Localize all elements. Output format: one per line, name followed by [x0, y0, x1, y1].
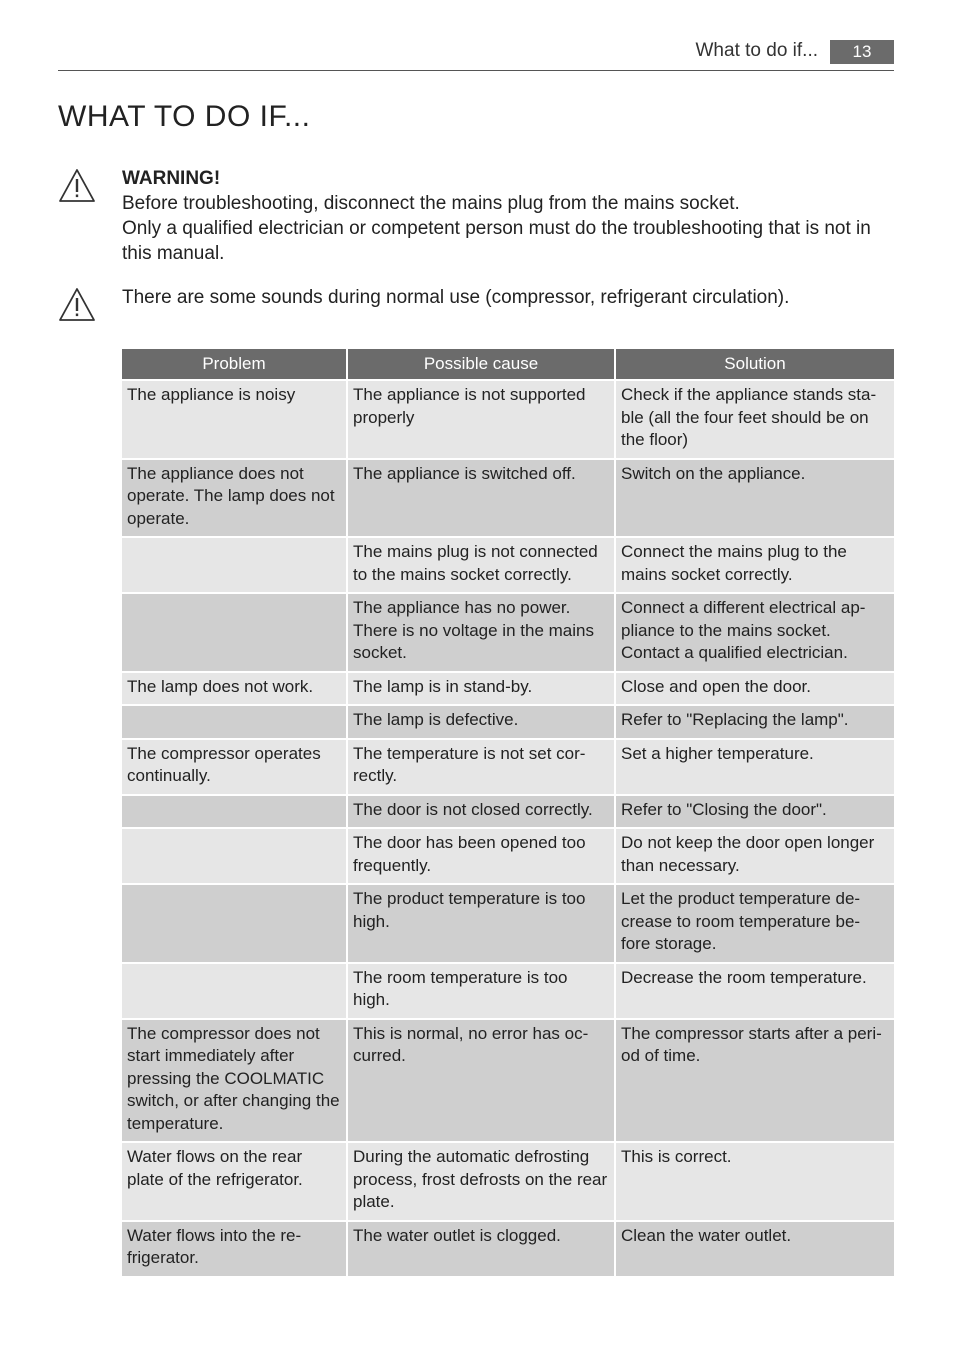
cause-cell: The appliance is switched off. — [348, 460, 614, 537]
running-header — [58, 38, 894, 71]
cause-cell: The room temperature is too high. — [348, 964, 614, 1018]
cause-cell: The door is not closed correctly. — [348, 796, 614, 828]
problem-cell: Water flows on the rear plate of the refrigerator. — [122, 1143, 346, 1220]
table-row — [122, 740, 894, 794]
solution-cell: The compressor starts after a peri-od of time. — [616, 1020, 894, 1142]
solution-cell: Set a higher temperature. — [616, 740, 894, 794]
problem-cell — [122, 885, 346, 962]
cause-cell: The water outlet is clogged. — [348, 1222, 614, 1276]
table-row — [122, 1222, 894, 1276]
problem-cell — [122, 538, 346, 592]
page-number: 13 — [830, 40, 894, 64]
cause-cell: The lamp is in stand-by. — [348, 673, 614, 705]
warning-triangle-icon — [58, 287, 96, 323]
warning-line-1: Before troubleshooting, disconnect the mains plug from the mains socket. — [122, 193, 740, 214]
cause-cell: The appliance has no power. There is no voltage in the mains socket. — [348, 594, 614, 671]
column-header-cause: Possible cause — [348, 349, 614, 379]
problem-cell: The appliance is noisy — [122, 381, 346, 458]
warning-heading: WARNING! — [122, 168, 221, 189]
problem-cell — [122, 829, 346, 883]
solution-cell: Decrease the room temperature. — [616, 964, 894, 1018]
cause-cell: The mains plug is not connected to the mains socket correctly. — [348, 538, 614, 592]
cause-cell: The door has been opened too frequently. — [348, 829, 614, 883]
cause-cell: This is normal, no error has oc-curred. — [348, 1020, 614, 1142]
table-row — [122, 1020, 894, 1142]
table-header-row — [122, 349, 894, 379]
solution-cell: Connect a different electrical ap-pliance to the mains socket. Contact a qualified electrician. — [616, 594, 894, 671]
solution-cell: This is correct. — [616, 1143, 894, 1220]
table-row — [122, 460, 894, 537]
table-row — [122, 885, 894, 962]
warning-block — [122, 166, 902, 266]
table-row — [122, 538, 894, 592]
cause-cell: The lamp is defective. — [348, 706, 614, 738]
column-header-problem: Problem — [122, 349, 346, 379]
problem-cell: Water flows into the re-frigerator. — [122, 1222, 346, 1276]
table-row — [122, 1143, 894, 1220]
table-row — [122, 381, 894, 458]
problem-cell — [122, 706, 346, 738]
problem-cell — [122, 594, 346, 671]
table-row — [122, 706, 894, 738]
problem-cell: The appliance does not operate. The lamp does not operate. — [122, 460, 346, 537]
column-header-solution: Solution — [616, 349, 894, 379]
solution-cell: Close and open the door. — [616, 673, 894, 705]
table-body — [122, 381, 894, 1276]
problem-cell: The compressor does not start immediately after pressing the COOLMATIC switch, or after changing the temperature. — [122, 1020, 346, 1142]
problem-cell: The lamp does not work. — [122, 673, 346, 705]
table-row — [122, 673, 894, 705]
solution-cell: Connect the mains plug to the mains socket correctly. — [616, 538, 894, 592]
table-row — [122, 594, 894, 671]
page-title: WHAT TO DO IF... — [58, 100, 311, 133]
table-row — [122, 796, 894, 828]
table-row — [122, 964, 894, 1018]
table-row — [122, 829, 894, 883]
problem-cell: The compressor operates continually. — [122, 740, 346, 794]
solution-cell: Check if the appliance stands sta-ble (all the four feet should be on the floor) — [616, 381, 894, 458]
solution-cell: Let the product temperature de-crease to room temperature be-fore storage. — [616, 885, 894, 962]
cause-cell: During the automatic defrosting process, frost defrosts on the rear plate. — [348, 1143, 614, 1220]
problem-cell — [122, 796, 346, 828]
troubleshooting-table — [120, 347, 896, 1278]
warning-line-2: Only a qualified electrician or competent person must do the troubleshooting that is not in this manual. — [122, 218, 871, 264]
cause-cell: The product temperature is too high. — [348, 885, 614, 962]
cause-cell: The temperature is not set cor-rectly. — [348, 740, 614, 794]
solution-cell: Clean the water outlet. — [616, 1222, 894, 1276]
warning-triangle-icon — [58, 168, 96, 204]
solution-cell: Refer to "Replacing the lamp". — [616, 706, 894, 738]
solution-cell: Do not keep the door open longer than necessary. — [616, 829, 894, 883]
solution-cell: Switch on the appliance. — [616, 460, 894, 537]
running-title: What to do if... — [695, 40, 818, 61]
cause-cell: The appliance is not supported properly — [348, 381, 614, 458]
note-text: There are some sounds during normal use (compressor, refrigerant circulation). — [122, 287, 790, 308]
solution-cell: Refer to "Closing the door". — [616, 796, 894, 828]
problem-cell — [122, 964, 346, 1018]
